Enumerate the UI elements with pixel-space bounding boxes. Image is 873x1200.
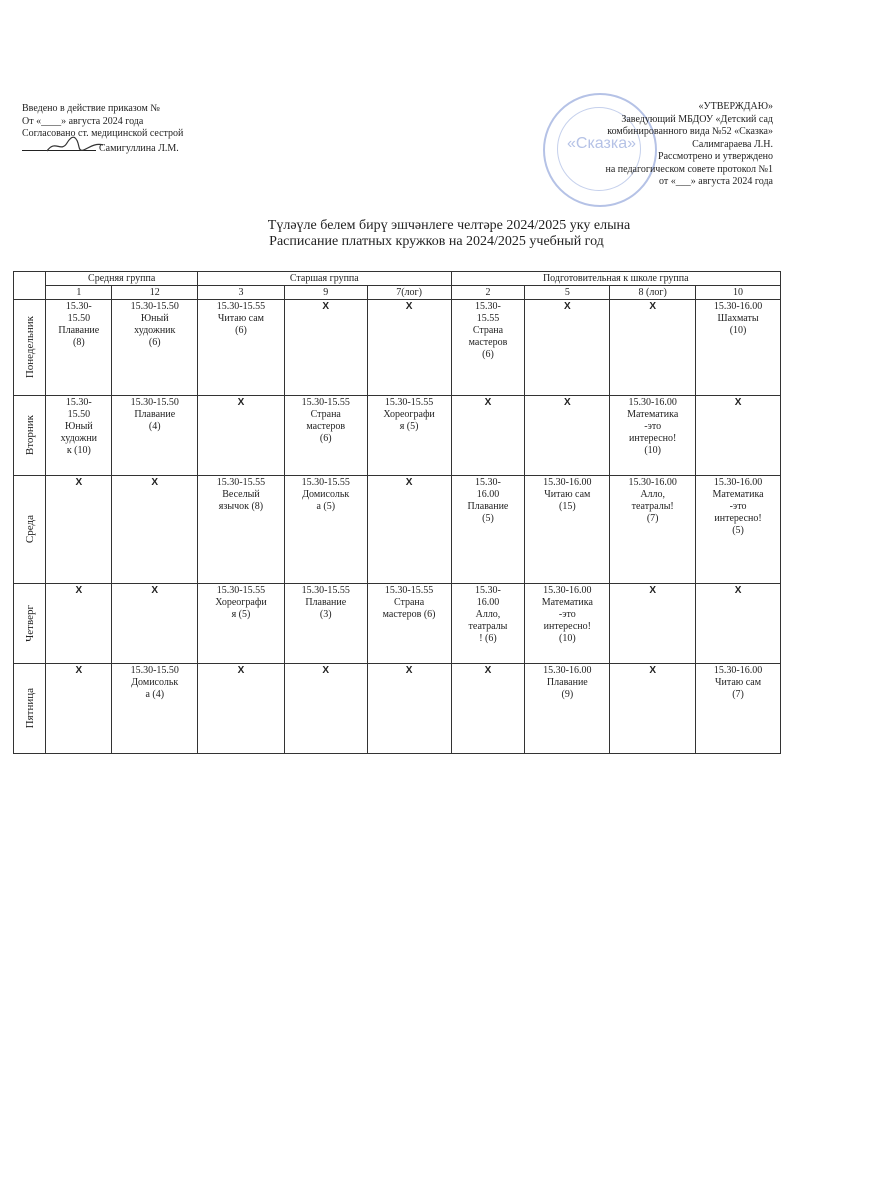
schedule-cell: 15.30-16.00 Математика -это интересно! (10) bbox=[610, 396, 696, 476]
schedule-cell: Х bbox=[284, 300, 367, 396]
page-title bbox=[0, 218, 873, 250]
agreed-line: Согласовано ст. медицинской сестрой bbox=[22, 128, 184, 139]
column-header: 9 bbox=[284, 286, 367, 300]
group-header: Подготовительная к школе группа bbox=[451, 272, 780, 286]
schedule-cell: 15.30-15.50 Юный художник (6) bbox=[112, 300, 198, 396]
schedule-cell: 15.30- 15.50 Юный художни к (10) bbox=[46, 396, 112, 476]
schedule-cell: 15.30-15.50 Домисольк а (4) bbox=[112, 664, 198, 754]
schedule-cell: Х bbox=[367, 300, 451, 396]
schedule-cell: Х bbox=[696, 584, 781, 664]
column-header-row bbox=[14, 286, 781, 300]
schedule-cell: 15.30- 15.55 Страна мастеров (6) bbox=[451, 300, 525, 396]
schedule-cell: 15.30-15.55 Плавание (3) bbox=[284, 584, 367, 664]
schedule-cell: 15.30- 15.50 Плавание (8) bbox=[46, 300, 112, 396]
schedule-cell: 15.30-16.00 Математика -это интересно! (10) bbox=[525, 584, 610, 664]
title-russian: Расписание платных кружков на 2024/2025 учебный год bbox=[269, 234, 604, 249]
order-date-line: От «____» августа 2024 года bbox=[22, 115, 144, 127]
kindergarten-name: комбинированного вида №52 «Сказка» bbox=[607, 126, 773, 137]
protocol-date: от «___» августа 2024 года bbox=[659, 176, 773, 187]
schedule-cell: 15.30-16.00 Читаю сам (7) bbox=[696, 664, 781, 754]
schedule-cell: Х bbox=[284, 664, 367, 754]
schedule-cell: 15.30-16.00 Плавание (9) bbox=[525, 664, 610, 754]
schedule-cell: Х bbox=[610, 664, 696, 754]
column-header: 5 bbox=[525, 286, 610, 300]
schedule-cell: Х bbox=[610, 300, 696, 396]
schedule-cell: 15.30-16.00 Алло, театралы! (7) bbox=[610, 476, 696, 584]
corner-cell bbox=[14, 272, 46, 300]
day-label: Четверг bbox=[23, 605, 36, 642]
schedule-cell: Х bbox=[112, 584, 198, 664]
day-cell bbox=[14, 300, 46, 396]
schedule-cell: 15.30- 16.00 Алло, театралы ! (6) bbox=[451, 584, 525, 664]
schedule-cell: 15.30-15.55 Страна мастеров (6) bbox=[367, 584, 451, 664]
head-position: Заведующий МБДОУ «Детский сад bbox=[621, 113, 773, 125]
day-label: Среда bbox=[23, 515, 36, 544]
group-header: Средняя группа bbox=[46, 272, 198, 286]
schedule-cell: Х bbox=[525, 396, 610, 476]
table-row bbox=[14, 396, 781, 476]
official-stamp: «Сказка» bbox=[543, 93, 657, 207]
column-header: 3 bbox=[198, 286, 285, 300]
schedule-cell: Х bbox=[198, 664, 285, 754]
schedule-cell: Х bbox=[112, 476, 198, 584]
group-header-row bbox=[14, 272, 781, 286]
nurse-name: Самигуллина Л.М. bbox=[99, 142, 179, 154]
group-header: Старшая группа bbox=[198, 272, 451, 286]
day-cell bbox=[14, 664, 46, 754]
schedule-cell: Х bbox=[198, 396, 285, 476]
schedule-cell: 15.30-16.00 Читаю сам (15) bbox=[525, 476, 610, 584]
table-row bbox=[14, 664, 781, 754]
schedule-cell: Х bbox=[451, 664, 525, 754]
handwritten-signature bbox=[45, 135, 105, 155]
protocol-line: на педагогическом совете протокол №1 bbox=[605, 163, 773, 175]
schedule-cell: 15.30-16.00 Математика -это интересно! (5) bbox=[696, 476, 781, 584]
table-row bbox=[14, 300, 781, 396]
schedule-cell: Х bbox=[367, 476, 451, 584]
schedule-cell: 15.30-15.55 Хореографи я (5) bbox=[367, 396, 451, 476]
column-header: 12 bbox=[112, 286, 198, 300]
schedule-table bbox=[13, 271, 781, 754]
approve-label: «УТВЕРЖДАЮ» bbox=[698, 101, 773, 112]
head-name: Салимгараева Л.Н. bbox=[692, 138, 773, 150]
title-tatar: Түләүле белем бирү эшчәнлеге челтәре 2024/2025 уку елына bbox=[267, 218, 631, 233]
schedule-cell: 15.30-15.55 Страна мастеров (6) bbox=[284, 396, 367, 476]
day-cell bbox=[14, 584, 46, 664]
schedule-cell: Х bbox=[610, 584, 696, 664]
schedule-cell: 15.30-15.55 Домисольк а (5) bbox=[284, 476, 367, 584]
schedule-cell: Х bbox=[46, 664, 112, 754]
schedule-cell: Х bbox=[696, 396, 781, 476]
schedule-cell: Х bbox=[46, 584, 112, 664]
column-header: 10 bbox=[696, 286, 781, 300]
table-row bbox=[14, 584, 781, 664]
day-cell bbox=[14, 476, 46, 584]
council-line: Рассмотрено и утверждено bbox=[658, 151, 773, 162]
column-header: 8 (лог) bbox=[610, 286, 696, 300]
column-header: 1 bbox=[46, 286, 112, 300]
schedule-cell: Х bbox=[46, 476, 112, 584]
table-row bbox=[14, 476, 781, 584]
schedule-cell: 15.30- 16.00 Плавание (5) bbox=[451, 476, 525, 584]
schedule-cell: 15.30-15.55 Читаю сам (6) bbox=[198, 300, 285, 396]
day-label: Понедельник bbox=[23, 316, 36, 379]
schedule-cell: 15.30-16.00 Шахматы (10) bbox=[696, 300, 781, 396]
schedule-cell: Х bbox=[451, 396, 525, 476]
schedule-cell: 15.30-15.55 Хореографи я (5) bbox=[198, 584, 285, 664]
schedule-cell: 15.30-15.50 Плавание (4) bbox=[112, 396, 198, 476]
header-right bbox=[606, 101, 773, 189]
schedule-cell: Х bbox=[525, 300, 610, 396]
column-header: 2 bbox=[451, 286, 525, 300]
schedule-cell: Х bbox=[367, 664, 451, 754]
day-label: Вторник bbox=[23, 415, 36, 456]
schedule-cell: 15.30-15.55 Веселый язычок (8) bbox=[198, 476, 285, 584]
column-header: 7(лог) bbox=[367, 286, 451, 300]
order-line: Введено в действие приказом № bbox=[22, 103, 160, 114]
day-cell bbox=[14, 396, 46, 476]
day-label: Пятница bbox=[23, 688, 36, 729]
